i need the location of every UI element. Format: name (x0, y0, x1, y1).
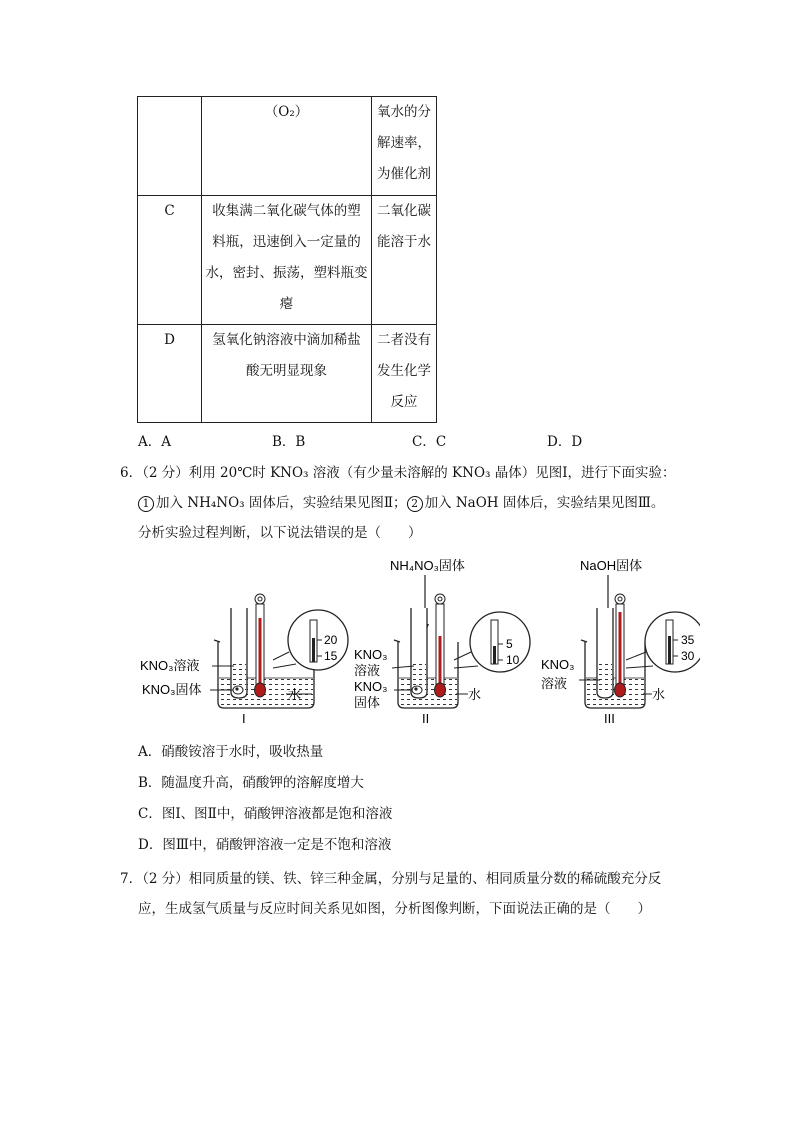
thermometer-bulb (255, 683, 266, 697)
thermometer-bulb (615, 683, 626, 697)
q5-option-d[interactable]: D．D (547, 434, 583, 450)
water-label: 水 (652, 687, 666, 702)
q6-option-d[interactable]: D．图Ⅲ中，硝酸钾溶液一定是不饱和溶液 (138, 837, 392, 853)
temp-low-label: 30 (681, 649, 695, 663)
table-cell-conclusion (372, 325, 437, 423)
q6-option-a[interactable]: A．硝酸铵溶于水时，吸收热量 (138, 744, 324, 760)
desc-line: 酸无明显现象 (246, 363, 327, 379)
beaker-lip (214, 640, 220, 642)
nh4no3-label: NH₄NO₃固体 (390, 558, 465, 573)
thermometer-mercury (259, 618, 262, 688)
thermometer-ring (438, 597, 442, 601)
table-row (138, 196, 437, 325)
desc-line: （O₂） (264, 104, 309, 120)
desc-line: 料瓶，迅速倒入一定量的 (212, 234, 361, 250)
conclusion-line: 氧水的分 (377, 104, 431, 120)
desc-line: 氢氧化钠溶液中滴加稀盐 (212, 332, 361, 348)
q6-step1: 加入 NH₄NO₃ 固体后，实验结果见图Ⅱ； (156, 495, 407, 511)
figure-roman: II (422, 711, 430, 726)
table-cell-conclusion (372, 97, 437, 196)
circled-number: 1 (138, 496, 154, 512)
temp-high-label: 35 (681, 633, 695, 647)
conclusion-line: 能溶于水 (377, 234, 431, 250)
desc-line: 水，密封、振荡，塑料瓶变 (205, 265, 368, 281)
experiment-table (137, 96, 437, 423)
table-cell-label: C (138, 196, 202, 325)
temp-low-label: 15 (324, 649, 338, 663)
kno3-solution-label: KNO₃溶液 (140, 658, 200, 673)
naoh-label: NaOH固体 (580, 558, 643, 573)
solution-label: 溶液 (541, 676, 568, 691)
zoom-line (273, 664, 296, 668)
beaker-lip (394, 640, 400, 642)
zoom-line (273, 652, 289, 660)
q5-options (0, 430, 793, 450)
temp-low-label: 10 (506, 653, 520, 667)
beaker-lip (581, 640, 587, 642)
zoom-circle (470, 612, 530, 672)
table-cell-label (138, 97, 202, 196)
thermometer-mercury (439, 636, 442, 688)
kno3-solid-label: KNO₃固体 (142, 682, 202, 697)
thermometer-ring (258, 597, 262, 601)
crystal-dot (235, 687, 238, 690)
q6-stem-line2 (138, 491, 664, 512)
water-label: 水 (288, 687, 302, 702)
water-label: 水 (468, 687, 482, 702)
solution-label: 溶液 (354, 663, 381, 678)
zoom-mercury (668, 636, 671, 664)
desc-line: 瘪 (279, 296, 294, 312)
kno3-label: KNO₃ (354, 647, 388, 662)
figure-1 (140, 594, 348, 726)
conclusion-line: 解速率， (377, 135, 431, 151)
table-cell-desc (202, 97, 372, 196)
conclusion-line: 二氧化碳 (377, 203, 431, 219)
conclusion-line: 为催化剂 (377, 166, 431, 182)
q6-step2: 加入 NaOH 固体后，实验结果见图Ⅲ。 (424, 495, 665, 511)
q6-option-b[interactable]: B．随温度升高，硝酸钾的溶解度增大 (138, 775, 364, 791)
q6-stem-line3: 分析实验过程判断，以下说法错误的是（ ） (138, 525, 422, 541)
crystal-dot (414, 687, 417, 690)
table-row (138, 97, 437, 196)
q7-stem-line2: 应，生成氢气质量与反应时间关系见如图，分析图像判断，下面说法正确的是（ ） (138, 901, 651, 917)
q7-stem-line1: 7．（2 分）相同质量的镁、铁、锌三种金属，分别与足量的、相同质量分数的稀硫酸充分反 (120, 871, 662, 887)
kno3-label: KNO₃ (541, 657, 575, 672)
temp-high-label: 5 (506, 637, 513, 651)
water (399, 678, 457, 707)
kno3-solution (598, 664, 612, 694)
table-cell-desc (202, 196, 372, 325)
experiment-figure (130, 552, 700, 732)
conclusion-line: 反应 (390, 394, 418, 410)
conclusion-line: 二者没有 (377, 332, 431, 348)
q6-option-c[interactable]: C．图Ⅰ、图Ⅱ中，硝酸钾溶液都是饱和溶液 (138, 806, 393, 822)
table-row (138, 325, 437, 423)
thermometer-mercury (619, 612, 622, 688)
thermometer-bulb (435, 683, 446, 697)
figure-roman: I (242, 711, 246, 726)
table-cell-label: D (138, 325, 202, 423)
zoom-line (626, 652, 646, 660)
q5-option-c[interactable]: C．C (412, 434, 447, 450)
figure-2 (354, 558, 530, 726)
desc-line: 收集满二氧化碳气体的塑 (212, 203, 361, 219)
conclusion-line: 发生化学 (377, 363, 431, 379)
circled-number: 2 (407, 496, 423, 512)
solid-label: 固体 (354, 695, 381, 710)
zoom-line (454, 652, 471, 660)
zoom-mercury (493, 646, 496, 664)
temp-high-label: 20 (324, 633, 338, 647)
thermometer-ring (618, 597, 622, 601)
figure-3 (541, 558, 700, 726)
figure-roman: III (604, 711, 615, 726)
q6-stem-line1: 6．（2 分）利用 20℃时 KNO₃ 溶液（有少量未溶解的 KNO₃ 晶体）见图Ⅰ，进行下面实验： (120, 465, 676, 481)
q5-option-a[interactable]: A．A (138, 434, 171, 450)
table-cell-conclusion (372, 196, 437, 325)
kno3-label: KNO₃ (354, 679, 388, 694)
zoom-mercury (312, 638, 315, 662)
table-cell-desc (202, 325, 372, 423)
zoom-line (626, 666, 653, 668)
q5-option-b[interactable]: B．B (272, 434, 306, 450)
